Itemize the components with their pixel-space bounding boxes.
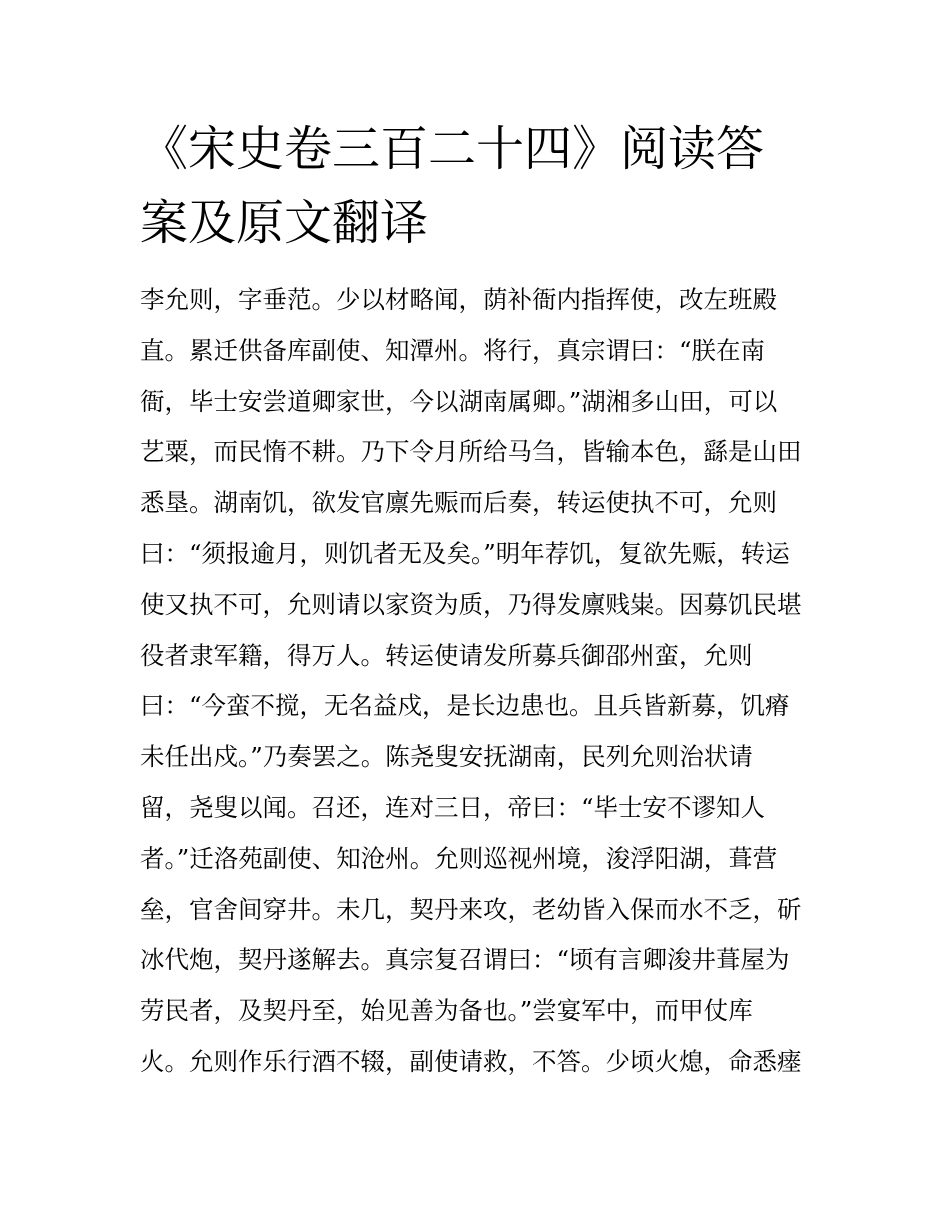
body-line: 衙，毕士安尝道卿家世，今以湖南属卿。”湖湘多山田，可以	[140, 386, 778, 416]
body-line: 火。允则作乐行酒不辍，副使请救，不答。少顷火熄，命悉瘗	[140, 1046, 802, 1076]
body-line: 艺粟，而民惰不耕。乃下令月所给马刍，皆输本色，繇是山田	[140, 437, 802, 467]
body-line: 曰：“今蛮不搅，无名益戍，是长边患也。且兵皆新募，饥瘠	[140, 691, 790, 721]
body-line: 直。累迁供备库副使、知潭州。将行，真宗谓曰：“朕在南	[140, 335, 766, 365]
body-line: 使又执不可，允则请以家资为质，乃得发廪贱粜。因募饥民堪	[140, 589, 802, 619]
body-line: 未任出戍。”乃奏罢之。陈尧叟安抚湖南，民列允则治状请	[140, 742, 753, 772]
document-body	[140, 275, 830, 1088]
title-line: 《宋史卷三百二十四》阅读答	[140, 121, 765, 177]
document-title	[140, 112, 820, 260]
body-line: 冰代炮，契丹遂解去。真宗复召谓曰：“顷有言卿浚井葺屋为	[140, 945, 790, 975]
body-line: 悉垦。湖南饥，欲发官廪先赈而后奏，转运使执不可，允则	[140, 488, 777, 518]
body-line: 留，尧叟以闻。召还，连对三日，帝曰：“毕士安不谬知人	[140, 792, 766, 822]
body-line: 役者隶军籍，得万人。转运使请发所募兵御邵州蛮，允则	[140, 640, 753, 670]
body-line: 李允则，字垂范。少以材略闻，荫补衙内指挥使，改左班殿	[140, 285, 777, 314]
body-line: 劳民者，及契丹至，始见善为备也。”尝宴军中，而甲仗库	[140, 996, 753, 1026]
body-line: 垒，官舍间穿井。未几，契丹来攻，老幼皆入保而水不乏，斫	[140, 894, 802, 924]
body-line: 曰：“须报逾月，则饥者无及矣。”明年荐饥，复欲先赈，转运	[140, 538, 790, 568]
title-line: 案及原文翻译	[140, 195, 429, 251]
body-line: 者。”迁洛苑副使、知沧州。允则巡视州境，浚浮阳湖，葺营	[140, 843, 778, 873]
